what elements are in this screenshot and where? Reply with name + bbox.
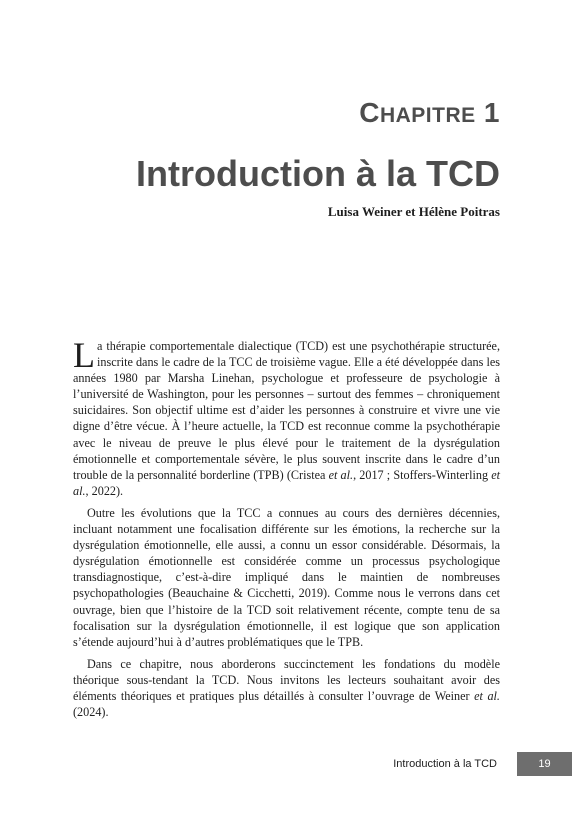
drop-cap: L [73, 335, 95, 375]
citation-et-al: et al. [474, 688, 500, 703]
citation-et-al: et al. [73, 467, 501, 498]
paragraph-plan-text-a: Dans ce chapitre, nous aborderons succinctement les fondations du modèle théorique sous-tendant la TCD. Nous invitons les lecteurs souhaitant avoir des éléments théoriques et pratiques plus détaillés à consulter l’ouvrage de Weiner [73, 656, 500, 703]
paragraph-intro-text-a: a thérapie comportementale dialectique (TCD) est une psychothérapie structurée, inscrite dans le cadre de la TCC de troisième vague. Elle a été développée dans les années 1980 par Marsha Linehan, psychologue et professeure de psychologie à l’université de Washington, pour les personnes – surtout des femmes – chroniquement suicidaires. Son objectif ultime est d’aider les personnes à construire et vivre une vie digne d’être vécue. À l’heure actuelle, la TCD est reconnue comme la psychothérapie avec le niveau de preuve le plus élevé pour le traitement de la dysrégulation émotionnelle et comportementale sévère, le plus souvent inscrite dans le cadre d’un trouble de la personnalité borderline (TPB) (Cristea [73, 339, 500, 482]
paragraph-intro [73, 335, 501, 499]
paragraph-intro-text-b: , 2017 ; Stoffers-Winterling [353, 467, 492, 482]
running-footer-title: Introduction à la TCD [393, 758, 497, 770]
paragraph-intro-text-c: , 2022). [85, 483, 124, 498]
chapter-label [359, 96, 500, 133]
chapter-label-initial: C [359, 97, 380, 128]
chapter-body [73, 335, 501, 720]
page-number-badge: 19 [517, 752, 572, 776]
paragraph-plan-text-b: (2024). [73, 705, 109, 720]
chapter-authors: Luisa Weiner et Hélène Poitras [327, 204, 500, 219]
chapter-title: Introduction à la TCD [136, 153, 500, 194]
paragraph-evolution: Outre les évolutions que la TCC a connues au cours des dernières décennies, incluant notamment une focalisation différente sur les émotions, la recherche sur la dysrégulation émotionnelle, elle aussi, a connu un essor considérable. Désormais, la dysrégulation émotionnelle est considérée comme un processus psychologique transdiagnostique, c’est-à-dire impliqué dans le maintien de nombreuses psychopathologies (Beauchaine & Cicchetti, 2019). Comme nous le verrons dans cet ouvrage, bien que l’histoire de la TCD soit relativement récente, compte tenu de sa focalisation sur la dysrégulation émotionnelle, il est logique que son application s’étende aujourd’hui à d’autres problématiques que le TPB. [73, 505, 500, 649]
citation-et-al: et al. [328, 467, 354, 482]
chapter-number: 1 [483, 97, 500, 128]
paragraph-chapter-plan [73, 656, 500, 720]
chapter-label-rest: HAPITRE [379, 104, 476, 127]
